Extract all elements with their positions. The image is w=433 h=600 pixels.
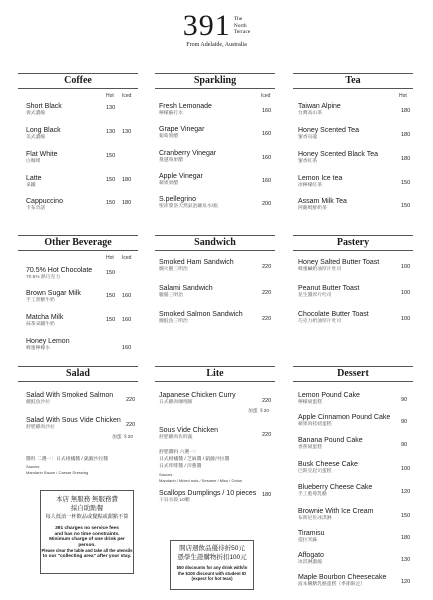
section-coffee [18,73,138,211]
section-title: Other Beverage [18,235,138,251]
menu-item: Apple Cinnamon Pound Cake 蘋果肉桂磅蛋糕 90 [298,414,408,427]
section-title: Lite [155,366,275,382]
menu-item: Lemon Ice tea 冰檸檬紅茶 150 [298,175,411,188]
menu-item: Chocolate Butter Toast 巧克力奶油厚片吐司 100 [298,311,411,324]
price-hot: 180 [401,156,411,162]
price: 100 [401,290,411,296]
menu-item: Lemon Pound Cake 檸檬磅蛋糕 90 [298,392,408,405]
col-iced: Iced [122,93,132,99]
price-iced: 160 [122,317,132,323]
section-dessert [293,366,413,587]
menu-item: Latte 拿鐵 150 180 [26,175,132,188]
price: 120 [401,579,411,585]
tagline: From Adelaide, Australia [186,42,247,48]
price: 220 [262,432,272,438]
section-title: Sandwich [155,235,275,251]
menu-item: Taiwan Alpine 台灣高山茶 180 [298,103,411,116]
price-hot: 130 [106,129,116,135]
price-iced: 160 [262,178,272,184]
price-hot: 180 [401,108,411,114]
menu-header [0,10,433,48]
menu-item: Japanese Chicken Curry 日式雞肉咖哩飯 220 [159,392,272,405]
price: 220 [262,290,272,296]
menu-item: Honey Salted Butter Toast 蜂蜜鹹奶油厚片吐司 100 [298,259,411,272]
sauce-options-zh-2: 日式柑橘醬 / 芝麻醬 / 凱薩沙拉醬 [159,457,230,462]
price-hot: 150 [106,200,116,206]
menu-item: S.pellegrino 聖沛黎洛天然氣泡礦泉水/瓶 200 [159,196,272,209]
section-title: Tea [293,73,413,89]
price: 100 [401,264,411,270]
menu-item: Tiramisu 提拉米蘇 180 [298,530,411,543]
logo [183,10,250,42]
section-title: Pastery [293,235,413,251]
price: 180 [401,535,411,541]
sauce-options-zh: 舒肥醬料 六選一： [159,450,199,455]
logo-side-text: The North Terrace [233,16,251,35]
menu-item: Banana Pound Cake 香蕉磅蛋糕 90 [298,437,408,450]
menu-item: Cranberry Vinegar 蔓越莓果醋 160 [159,150,272,163]
section-other-beverage [18,235,138,351]
menu-item: Cappuccino 卡布奇諾 150 180 [26,198,132,211]
section-lite [155,366,275,503]
sauce-label: Sauces [26,464,40,469]
sauce-options-zh-3: 日式咔啡醬 / 洋蔥醬 [159,464,202,469]
menu-item: Maple Bourbon Cheesecake 波本楓糖乳酪蛋糕（季節限定） 120 [298,574,411,587]
section-tea [293,73,413,211]
menu-item: Long Black 美式濃縮 130 130 [26,127,132,140]
logo-number: 391 [182,9,231,42]
price-hot: 150 [106,270,116,276]
price-iced: 160 [262,131,272,137]
price: 220 [262,264,272,270]
discount-notice-box: 開店週飲品優待折50元 憑學生證購物折扣100元 $50 discounts for any drink with/in the $100 discount with student ID (expect for hot teas) [170,540,254,590]
add-egg-note: 加蛋 ＄20 [248,409,270,414]
menu-item: Honey Lemon 蜂蜜檸檬水 160 [26,338,132,351]
menu-item: Salad With Smoked Salmon 燻鮭魚沙拉 220 [26,392,136,405]
price-hot: 130 [106,105,116,111]
price: 220 [126,422,136,428]
menu-item: Salami Sandwich 臘腸三明治 220 [159,285,272,298]
price: 220 [262,398,272,404]
menu-item: Smoked Salmon Sandwich 燻鮭魚三明治 220 [159,311,272,324]
sauce-label: Sauces [159,472,173,477]
menu-item: Apple Vinegar 蘋果果醋 160 [159,173,272,186]
section-title: Coffee [18,73,138,89]
col-hot: Hot [399,93,407,99]
price: 100 [401,466,411,472]
section-pastery [293,235,413,324]
price-hot: 180 [401,132,411,138]
price-iced: 160 [262,155,272,161]
menu-item: Assam Milk Tea 阿薩姆鮮奶茶 150 [298,198,411,211]
price-hot: 150 [106,317,116,323]
menu-item: Grape Vinegar 葡萄果醋 160 [159,126,272,139]
price: 220 [262,316,272,322]
col-iced: Iced [261,93,271,99]
add-egg-note: 加蛋 ＄20 [112,435,134,440]
section-sandwich [155,235,275,324]
price: 100 [401,316,411,322]
sauce-options-zh: 醬料 二選一：日式柑橘醬 / 凱薩沙拉醬 [26,457,109,462]
menu-item: Honey Scented Black Tea 蜜香紅茶 180 [298,151,411,164]
menu-item: Flat White 白咖啡 150 [26,151,116,164]
price-iced: 180 [122,200,132,206]
menu-item: Smoked Ham Sandwich 燻火腿三明治 220 [159,259,272,272]
price: 220 [126,397,136,403]
price-iced: 160 [262,108,272,114]
price-iced: 130 [122,129,132,135]
menu-item: Scallops Dumplings / 10 pieces 干貝水餃 10顆 180 [159,490,272,503]
price-iced: 200 [262,201,272,207]
menu-item: Honey Scented Tea 蜜香烏龍 180 [298,127,411,140]
section-salad [18,366,138,475]
price-hot: 150 [401,203,411,209]
price: 120 [401,489,411,495]
section-sparkling [155,73,275,209]
section-title: Dessert [293,366,413,382]
menu-item: Matcha Milk 抹茶拿鐵牛奶 150 160 [26,314,132,327]
price-hot: 150 [106,293,116,299]
section-title: Sparkling [155,73,275,89]
menu-item: Fresh Lemonade 檸檬蘇打水 160 [159,103,272,116]
sauce-options-en: Mandarin / Mixed nuts / Sesame / Miso / Onion [159,478,243,483]
price-iced: 160 [122,345,132,351]
menu-item: Busk Cheese Cake 巴斯克起司蛋糕 100 [298,461,411,474]
menu-item: Salad With Sous Vide Chicken 舒肥雞肉沙拉 220 [26,417,136,430]
section-title: Salad [18,366,138,382]
price: 150 [401,513,411,519]
price-iced: 180 [122,177,132,183]
menu-item: Short Black 義式濃縮 130 [26,103,116,116]
price: 90 [401,419,408,425]
price: 90 [401,442,408,448]
col-hot: Hot [106,93,114,99]
menu-item: Sous Vide Chicken 舒肥雞肉佐時蔬 220 [159,427,272,440]
price: 130 [401,557,411,563]
price-hot: 150 [106,177,116,183]
menu-item: 70.5% Hot Chocolate 70.5% 熱巧克力 150 [26,267,116,280]
menu-item: Brown Sugar Milk 手工黑糖牛奶 150 160 [26,290,132,303]
price: 180 [262,492,272,498]
price-iced: 160 [122,293,132,299]
col-iced: Iced [122,255,132,261]
price-hot: 150 [106,153,116,159]
price: 90 [401,397,408,403]
menu-item: Affogato 冰淇淋濃縮 130 [298,552,411,565]
menu-item: Blueberry Cheese Cake 手工藍莓乳酪 120 [298,484,411,497]
service-notice-box: 本店 無服務 無服務費 採自助點餐 每人低消一杯飲品或餐點或甜點不算 391 charges no service fees and has no time constraints. Minimum charge of one drink per person. Please clear the table and take all the utensils to our "collecting area" after your stay. [40,490,134,574]
price-hot: 150 [401,180,411,186]
sauce-options-en: Mandarin Sauce / Caesar Dressing [26,470,89,475]
menu-item: Peanut Butter Toast 花生醬厚片吐司 100 [298,285,411,298]
menu-item: Brownie With Ice Cream 布朗尼佐冰淇淋 150 [298,508,411,521]
col-hot: Hot [106,255,114,261]
